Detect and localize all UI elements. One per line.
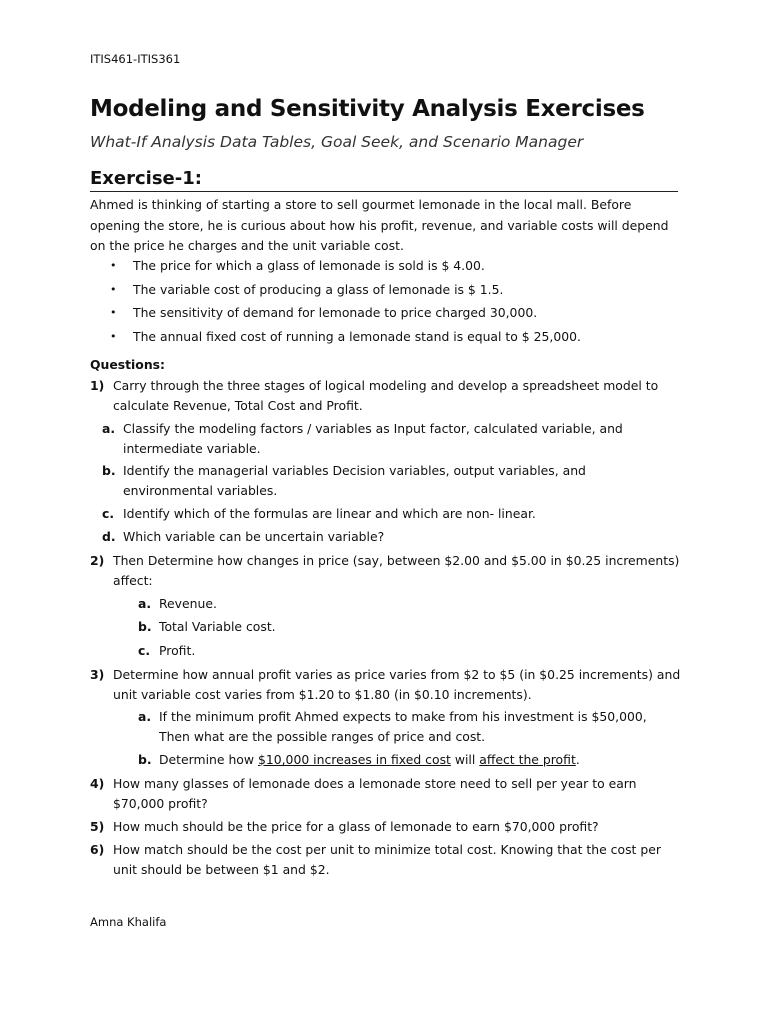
list-item [110,303,670,327]
footer-author: Amna Khalifa [90,915,167,929]
sub-question-label: a. [138,596,152,611]
question-5 [90,817,685,837]
text-run: will [450,752,480,767]
list-item-text: The annual fixed cost of running a lemonade stand is equal to $ 25,000. [133,329,581,345]
question-6 [90,840,685,879]
page-title: Modeling and Sensitivity Analysis Exercises [90,96,645,122]
sub-question-text [159,750,678,770]
question-2-b [138,617,698,637]
bullet-icon: • [110,306,117,320]
sub-question-text: Total Variable cost. [159,619,276,634]
bullet-icon: • [110,330,117,344]
sub-question-label: a. [138,709,152,724]
page-subtitle: What-If Analysis Data Tables, Goal Seek, and Scenario Manager [90,133,584,151]
question-number: 6) [90,842,105,857]
sub-question-label: b. [138,619,152,634]
exercise-heading: Exercise-1: [90,168,678,192]
sub-question-text: Identify the managerial variables Decision variables, output variables, and environmental variables. [123,463,586,498]
text-run: . [575,752,580,767]
bullet-icon: • [110,259,117,272]
questions-label: Questions: [90,357,165,372]
bullet-icon: • [110,282,117,296]
question-3-a [138,707,678,746]
list-item-text: The sensitivity of demand for lemonade to price charged 30,000. [133,305,538,321]
question-text: Determine how annual profit varies as price varies from $2 to $5 (in $0.25 increments) and unit variable cost varies from $1.20 to $1.80 (in $0.10 increments). [113,667,681,702]
text-run: Determine how [159,752,258,767]
exercise-intro: Ahmed is thinking of starting a store to sell gourmet lemonade in the local mall. Before opening the store, he is curious about how his profit, revenue, and variable costs will depend on the price he charges and the unit variable cost. [90,197,669,253]
question-text: How match should be the cost per unit to minimize total cost. Knowing that the cost per unit should be between $1 and $2. [113,842,661,877]
question-2-a [138,594,698,614]
question-text: How much should be the price for a glass of lemonade to earn $70,000 profit? [113,819,599,834]
question-4 [90,774,685,813]
question-1-b [102,461,662,500]
question-2 [90,551,685,590]
question-number: 4) [90,776,105,791]
list-item-text: The variable cost of producing a glass of lemonade is $ 1.5. [133,281,504,297]
question-1-c [102,504,662,524]
underlined-text: $10,000 increases in fixed cost [257,752,451,767]
question-1-a [102,419,662,458]
question-2-c [138,641,698,661]
sub-question-label: c. [138,643,151,658]
question-number: 1) [90,378,105,393]
question-text: How many glasses of lemonade does a lemonade store need to sell per year to earn $70,000 profit? [113,776,637,811]
question-3-b [138,750,678,770]
list-item [110,256,670,280]
sub-question-label: b. [102,463,116,478]
question-number: 3) [90,667,105,682]
question-3 [90,665,685,704]
question-text: Carry through the three stages of logical modeling and develop a spreadsheet model to calculate Revenue, Total Cost and Profit. [113,378,659,413]
list-item [110,280,670,304]
sub-question-text: Revenue. [159,596,217,611]
sub-question-label: c. [102,506,115,521]
sub-question-text: If the minimum profit Ahmed expects to make from his investment is $50,000, Then what are the possible ranges of price and cost. [159,709,647,744]
given-data-list [110,256,670,351]
list-item-text: The price for which a glass of lemonade is sold is $ 4.00. [133,258,485,273]
sub-question-label: b. [138,752,152,767]
question-text: Then Determine how changes in price (say, between $2.00 and $5.00 in $0.25 increments) affect: [113,553,680,588]
question-1-d [102,527,662,547]
question-number: 2) [90,553,105,568]
question-1 [90,376,685,415]
question-number: 5) [90,819,105,834]
sub-question-text: Profit. [159,643,196,658]
underlined-text: affect the profit [479,752,576,767]
list-item [110,327,670,351]
sub-question-text: Classify the modeling factors / variables as Input factor, calculated variable, and intermediate variable. [123,421,623,456]
sub-question-text: Identify which of the formulas are linear and which are non- linear. [123,506,536,521]
sub-question-label: d. [102,529,116,544]
course-code: ITIS461-ITIS361 [90,52,181,66]
sub-question-label: a. [102,421,116,436]
sub-question-text: Which variable can be uncertain variable? [123,529,385,544]
